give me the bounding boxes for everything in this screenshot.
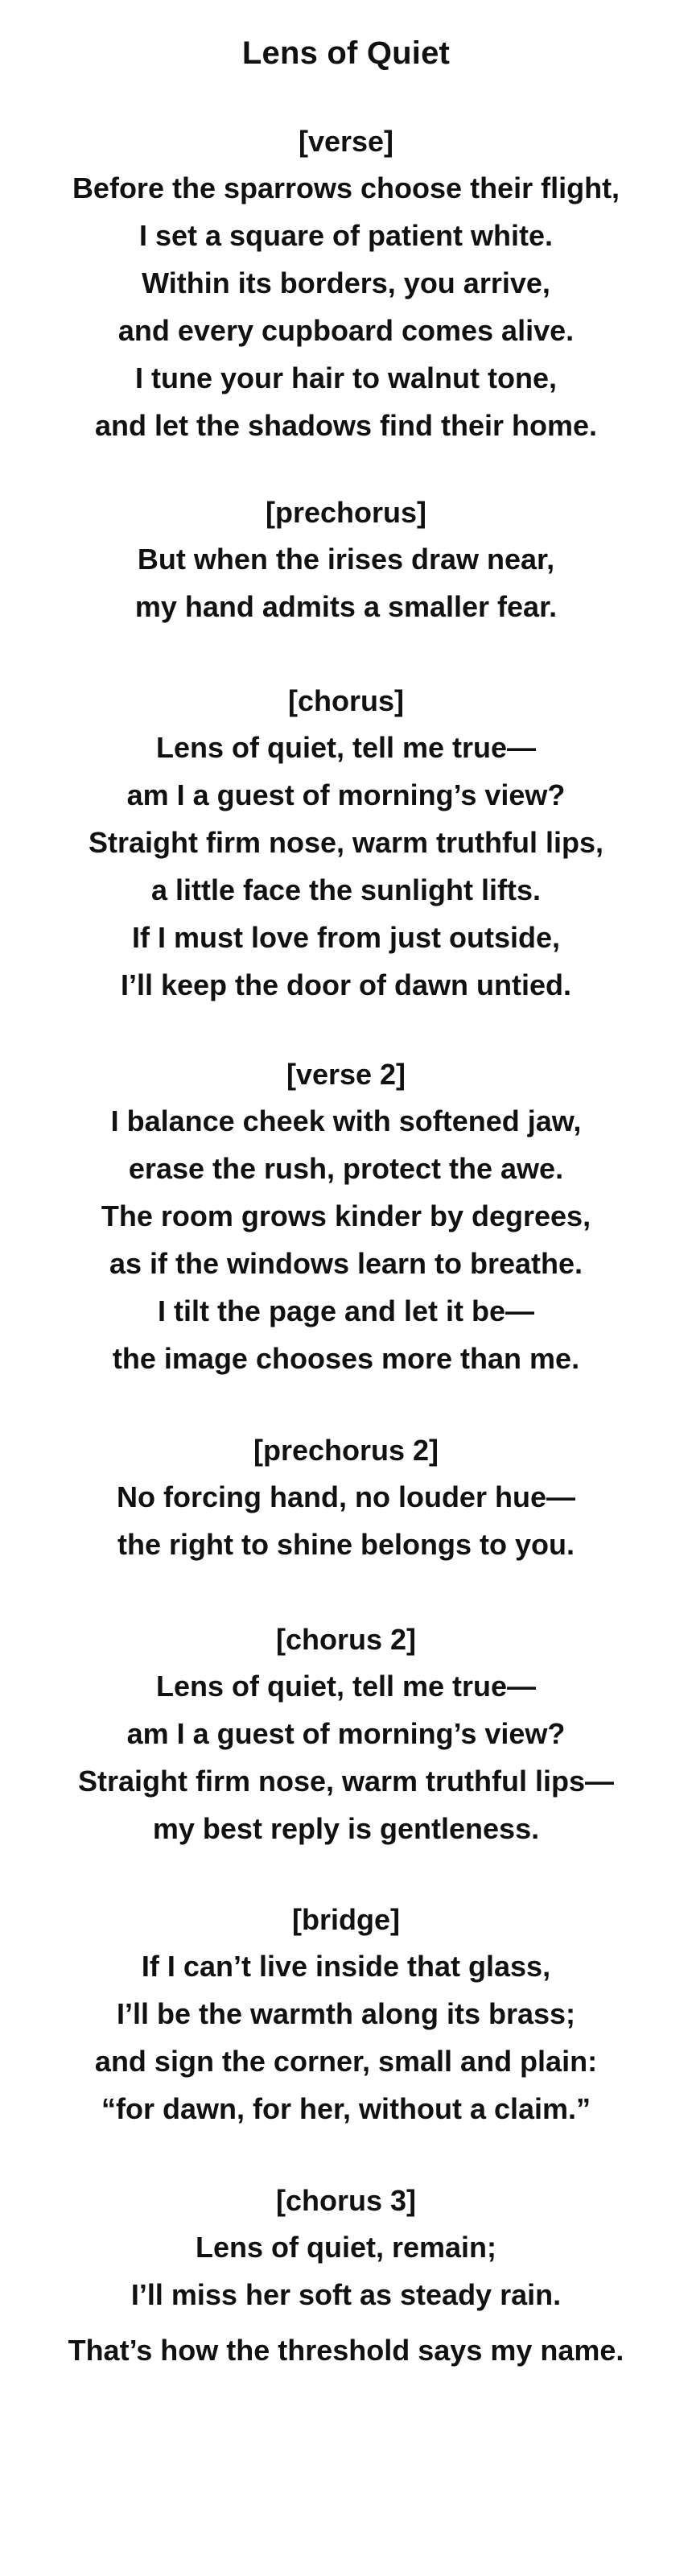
stanza-chorus: [0, 679, 692, 1009]
lyric-line: “for dawn, for her, without a claim.”: [101, 2092, 591, 2125]
lyric-line: Straight firm nose, warm truthful lips—: [77, 1765, 615, 1798]
stanza-bridge: [0, 1897, 692, 2132]
lyric-line: Lens of quiet, remain;: [195, 2231, 497, 2264]
lyric-line: erase the rush, protect the awe.: [128, 1152, 564, 1185]
stanza-verse-2: [0, 1052, 692, 1382]
lyric-line: the right to shine belongs to you.: [117, 1528, 575, 1561]
stanza-chorus-3: [0, 2178, 692, 2374]
stanza-prechorus: [0, 490, 692, 630]
lyric-line: That’s how the threshold says my name.: [68, 2334, 624, 2367]
lyric-line: The room grows kinder by degrees,: [101, 1199, 591, 1232]
stanza-verse: [0, 119, 692, 449]
lyric-line: am I a guest of morning’s view?: [126, 1717, 566, 1750]
lyric-line: I’ll miss her soft as steady rain.: [130, 2278, 562, 2311]
section-label: [verse 2]: [286, 1058, 406, 1091]
lyric-line: If I must love from just outside,: [131, 921, 561, 954]
lyric-line: and sign the corner, small and plain:: [94, 2045, 598, 2078]
lyric-line: and let the shadows find their home.: [94, 409, 598, 442]
lyric-line: I tilt the page and let it be—: [157, 1294, 535, 1327]
lyric-line: Lens of quiet, tell me true—: [155, 1670, 537, 1703]
lyric-line: I’ll keep the door of dawn untied.: [120, 968, 572, 1001]
lyric-line: I set a square of patient white.: [138, 219, 554, 252]
section-label: [bridge]: [292, 1903, 400, 1936]
stanza-chorus-2: [0, 1617, 692, 1852]
section-label: [chorus 3]: [275, 2184, 417, 2217]
lyric-line: I’ll be the warmth along its brass;: [116, 1997, 576, 2030]
lyric-line: Lens of quiet, tell me true—: [155, 731, 537, 764]
lyric-line: am I a guest of morning’s view?: [126, 778, 566, 811]
lyric-line: Straight firm nose, warm truthful lips,: [88, 826, 604, 859]
lyric-line: as if the windows learn to breathe.: [109, 1247, 583, 1280]
lyric-line: my best reply is gentleness.: [152, 1812, 540, 1845]
lyric-line: If I can’t live inside that glass,: [141, 1950, 551, 1983]
lyric-line: Before the sparrows choose their flight,: [72, 171, 620, 204]
lyric-line: a little face the sunlight lifts.: [150, 873, 542, 906]
lyric-line: and every cupboard comes alive.: [117, 314, 575, 347]
lyric-line: I tune your hair to walnut tone,: [134, 361, 557, 394]
lyric-line: No forcing hand, no louder hue—: [117, 1480, 575, 1513]
section-label: [prechorus]: [265, 496, 427, 529]
song-title: Lens of Quiet: [241, 35, 451, 71]
section-label: [chorus]: [288, 684, 404, 717]
section-label: [prechorus 2]: [253, 1434, 439, 1467]
section-label: [verse]: [298, 125, 394, 158]
section-label: [chorus 2]: [275, 1623, 417, 1656]
lyric-line: But when the irises draw near,: [137, 543, 555, 576]
lyric-line: the image chooses more than me.: [112, 1342, 580, 1375]
lyric-line: my hand admits a smaller fear.: [134, 590, 558, 623]
lyric-line: Within its borders, you arrive,: [142, 266, 550, 299]
stanza-prechorus-2: [0, 1428, 692, 1568]
lyric-line: I balance cheek with softened jaw,: [110, 1104, 582, 1137]
